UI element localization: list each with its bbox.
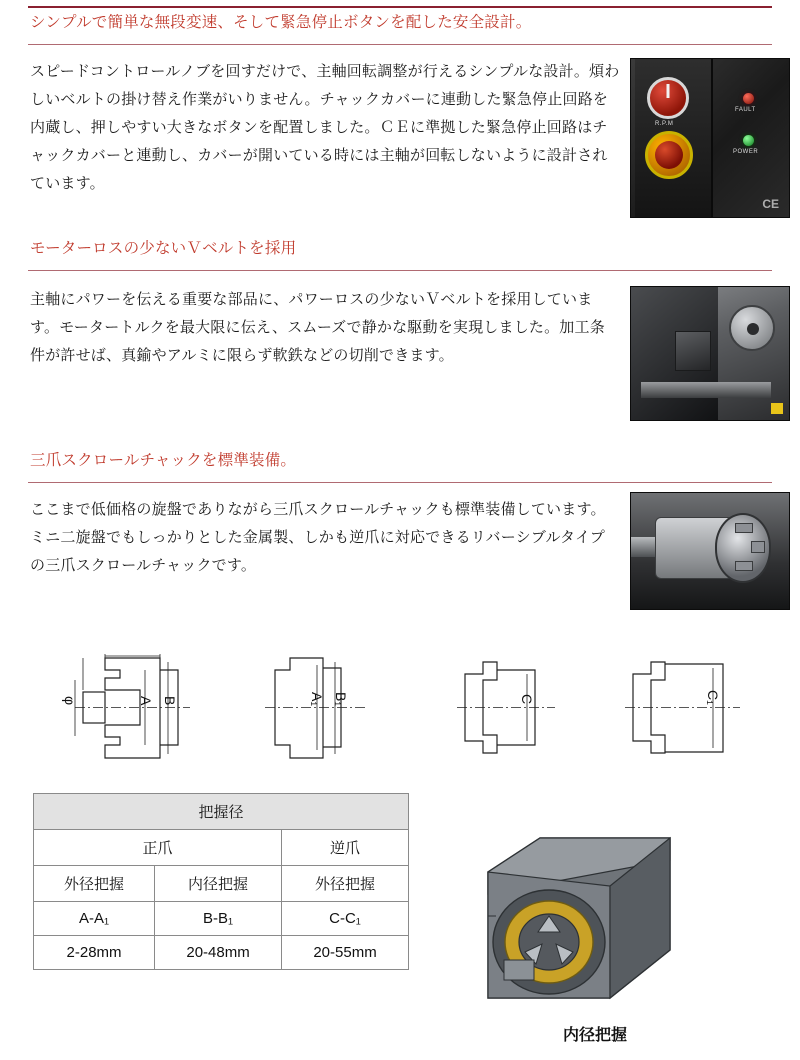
cell-jaw-reverse: 逆爪	[282, 830, 409, 866]
label-c1: C₁	[705, 690, 721, 705]
table-row-title	[34, 794, 409, 830]
table-row-type	[34, 866, 409, 902]
section-3-heading: 三爪スクロールチャックを標準装備。	[30, 452, 297, 469]
grip-diameter-table	[33, 793, 409, 970]
cell-type-inner: 内径把握	[155, 866, 282, 902]
cell-code-aa1: A-A₁	[34, 902, 155, 936]
section-1-body: スピードコントロールノブを回すだけで、主軸回転調整が行えるシンプルな設計。煩わしいベルトの掛け替え作業がいりません。チャックカバーに連動した緊急停止回路を内蔵し、押しやすい大きなボタンを配置しました。ＣＥに準拠した緊急停止回路はチャックカバーと連動し、カバーが開いている時には主軸が回転しないように設計されています。	[30, 63, 620, 192]
label-phi: φ	[62, 696, 78, 706]
cell-value-aa1: 2-28mm	[34, 936, 155, 970]
cell-value-cc1: 20-55mm	[282, 936, 409, 970]
label-a: A	[138, 696, 154, 706]
section-2-rule	[28, 270, 772, 271]
cell-jaw-normal: 正爪	[34, 830, 282, 866]
three-jaw-chuck-photo	[630, 492, 790, 610]
control-panel-photo	[630, 58, 790, 218]
section-2-body: 主軸にパワーを伝える重要な部品に、パワーロスの少ないＶベルトを採用しています。モータートルクを最大限に伝え、スムーズで静かな駆動を実現しました。加工条件が許せば、真鍮やアルミに限らず軟鉄などの切削できます。	[30, 291, 605, 364]
emergency-stop-button	[645, 131, 693, 179]
label-c: C	[519, 694, 535, 705]
inner-grip-chuck-illustration	[470, 820, 720, 1020]
diagram-a1-b1	[245, 640, 405, 775]
table-title-cell: 把握径	[34, 794, 409, 830]
cell-code-bb1: B-B₁	[155, 902, 282, 936]
inner-grip-caption: 内径把握	[562, 1027, 627, 1044]
ce-mark-label: CE	[762, 197, 779, 211]
diagram-phi-b	[50, 640, 210, 775]
cell-type-outer-1: 外径把握	[34, 866, 155, 902]
diagram-c	[435, 640, 595, 775]
section-1-rule	[28, 44, 772, 45]
section-3-body: ここまで低価格の旋盤でありながら三爪スクロールチャックも標準装備しています。ミニ二旋盤でもしっかりとした金属製、しかも逆爪に対応できるリバーシブルタイプの三爪スクロールチャックです。	[30, 501, 606, 574]
table-row-code	[34, 902, 409, 936]
power-label: POWER	[733, 149, 759, 155]
diagram-c1	[605, 640, 765, 775]
cell-type-outer-2: 外径把握	[282, 866, 409, 902]
cell-code-cc1: C-C₁	[282, 902, 409, 936]
label-b1: B₁	[333, 692, 349, 707]
table-row-value	[34, 936, 409, 970]
fault-label: FAULT	[735, 107, 756, 113]
rpm-label: R.P.M	[655, 121, 674, 127]
speed-control-knob	[647, 77, 689, 119]
top-divider	[28, 6, 772, 8]
power-led-icon	[743, 135, 754, 146]
v-belt-drive-photo	[630, 286, 790, 421]
section-3-rule	[28, 482, 772, 483]
dimension-drawings	[30, 640, 770, 775]
label-b: B	[162, 696, 178, 706]
section-1-heading: シンプルで簡単な無段変速、そして緊急停止ボタンを配した安全設計。	[30, 14, 532, 31]
fault-led-icon	[743, 93, 754, 104]
table-row-jaw	[34, 830, 409, 866]
label-a1: A₁	[309, 692, 325, 707]
section-2-heading: モーターロスの少ないＶベルトを採用	[30, 240, 297, 257]
cell-value-bb1: 20-48mm	[155, 936, 282, 970]
